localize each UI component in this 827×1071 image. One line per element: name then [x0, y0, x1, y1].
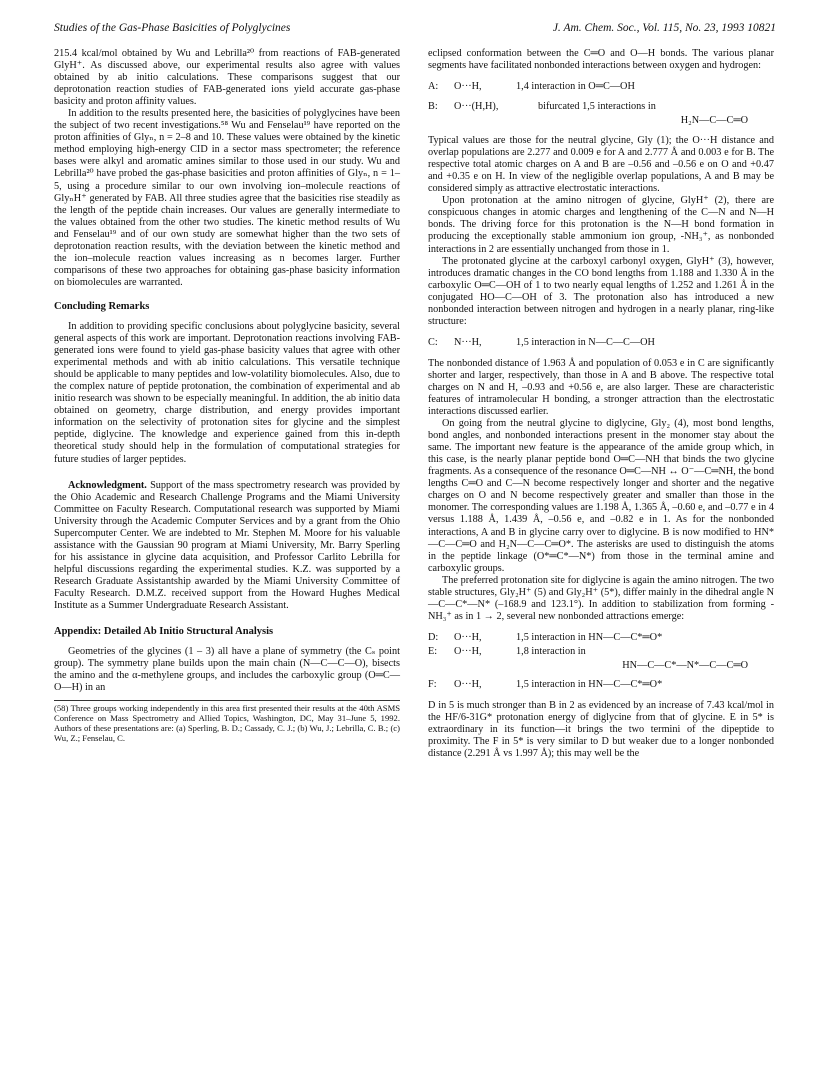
paragraph: The preferred protonation site for diglycine is again the amino nitrogen. The two stable structures, Gly₂H⁺ (5) and Gly₂H⁺ (5*), differ mainly in the dihedral angle N—C—C*—N* (–168.9 and 123.1°). In addition to stabilization from forming -NH₃⁺ as in 1 → 2, several new nonbonded attractions emerge:: [428, 574, 774, 622]
interaction-atoms: O···H,: [454, 81, 482, 93]
header-title: Studies of the Gas-Phase Basicities of Polyglycines: [54, 22, 291, 34]
running-header: [54, 22, 776, 38]
paragraph: In addition to providing specific conclusions about polyglycine basicity, several general aspects of this work are important. Deprotonation reactions involving FAB-generated ions were found to yield gas-phase basicity values that agree with other experimental methods and with ab initio calculations. This versatile technique should be applicable to many peptides and low-volatility biomolecules. Also, due to the complex nature of peptide protonation, the combination of experimental and ab initio research was shown to be especially meaningful. In addition, the ab initio data obtained on geometry, charge distribution, and energy provides important information on the selectivity of protonation sites for glycine and the simplest peptide, diglycine. The knowledge and experience gained from this in-depth theoretical study should help in the formulation of computational strategies for future studies of larger peptides.: [54, 320, 400, 465]
interaction-tag: E:: [428, 645, 438, 657]
interaction-desc: 1,5 interaction in HN—C—C*═O*: [516, 678, 663, 690]
interaction-tag: D:: [428, 631, 439, 643]
interaction-desc: bifurcated 1,5 interactions in: [538, 101, 656, 113]
paragraph: eclipsed conformation between the C═O and O—H bonds. The various planar segments have facilitated nonbonded interactions between oxygen and hydrogen:: [428, 48, 774, 72]
acknowledgment-text: Support of the mass spectrometry research was provided by the Ohio Academic and Research Challenge Programs and the Miami University Committee on Faculty Research. Computational research was supported by Miami University through the Academic Computer Services and by a grant from the Ohio Supercomputer Center. We are indebted to Mr. Stephen M. Moore for his valuable assistance with the Gaussian 90 program at Miami University, Mr. Barry Sperling for his assistance in glycine data acquisition, and Professor Carlito Lebrilla for helpful discussions regarding the experimental studies. K.Z. was supported by a Research Graduate Assistantship awarded by the Miami University Committee of Faculty Research. D.M.Z. received support from the Howard Hughes Medical Institute as a Summer Undergraduate Research Assistant.: [54, 479, 400, 612]
interaction-list: [428, 336, 774, 350]
interaction-desc: 1,5 interaction in HN—C—C*═O*: [516, 631, 663, 643]
interaction-item: [428, 336, 774, 350]
interaction-item: [428, 100, 774, 114]
paragraph: Typical values are those for the neutral glycine, Gly (1); the O···H distance and overlap populations are 2.277 and 0.009 e for A and 2.777 Å and 0.003 e for B. The respective total atomic charges on A and B are –0.56 and –0.56 e on O and +0.47 and +0.35 e on H. In view of the negligible overlap populations, A and B may be considered simply as attractive electrostatic interactions.: [428, 135, 774, 195]
interaction-tag: F:: [428, 678, 437, 690]
acknowledgment-paragraph: [54, 480, 400, 613]
interaction-list: [428, 631, 774, 692]
interaction-tag: B:: [428, 101, 438, 113]
paragraph: D in 5 is much stronger than B in 2 as evidenced by an increase of 7.43 kcal/mol in the HF/6-31G* protonation energy of diglycine from that of glycine. E in 5* is extraordinary in its function—it brings the two termini of the dipeptide to proximity. The F in 5* is very similar to D but weaker due to a longer nonbonded distance (2.291 Å vs 1.997 Å); this may well be the: [428, 699, 774, 760]
interaction-atoms: O···H,: [454, 631, 482, 643]
interaction-item: [428, 80, 774, 94]
interaction-atoms: O···H,: [454, 678, 482, 690]
interaction-desc: 1,4 interaction in O═C—OH: [516, 81, 635, 93]
paragraph: The nonbonded distance of 1.963 Å and population of 0.053 e in C are significantly shorter and larger, respectively, than those in A and B above. The respective total charges on N and H, –0.93 and +0.56 e, are also larger. These are characteristic features of intramolecular H bonding, a stronger attraction than the electrostatic interactions discussed earlier.: [428, 357, 774, 418]
interaction-desc: 1,8 interaction in: [516, 645, 586, 657]
paragraph: The protonated glycine at the carboxyl carbonyl oxygen, GlyH⁺ (3), however, introduces dramatic changes in the CO bond lengths from 1.188 and 1.330 Å in the carboxylic O═C—OH of 1 to two nearly equal lengths of 1.252 and 1.261 Å in the conjugated HO—C—OH of 3. The protonation also has introduced a new nonbonded interaction between nitrogen and hydrogen in a nearly planar, ring-like structure:: [428, 255, 774, 327]
interaction-atoms: O···H,: [454, 645, 482, 657]
interaction-tag: A:: [428, 81, 439, 93]
paragraph: Upon protonation at the amino nitrogen of glycine, GlyH⁺ (2), there are conspicuous changes in atomic charges and lengthening of the C—N and N—H bonds. The driving force for this protonation is the N—H bond formation in producing the exceptionally stable ammonium ion group, -NH₃⁺, as nonbonded interactions in 2 are essentially unchanged from those in 1.: [428, 195, 774, 255]
interaction-item: [428, 678, 774, 692]
interaction-tag: C:: [428, 336, 438, 348]
paragraph: Geometries of the glycines (1 – 3) all have a plane of symmetry (the Cₛ point group). The symmetry plane builds upon the main chain (N—C—C—O), bisects the amino and the α-methylene groups, and includes the carboxylic group (O═C—O—H) in an: [54, 646, 400, 694]
interaction-formula: HN—C—C*—N*—C—C═O: [622, 659, 748, 671]
left-column: [54, 48, 400, 743]
section-heading-appendix: Appendix: Detailed Ab Initio Structural Analysis: [54, 626, 274, 638]
interaction-item: [428, 645, 774, 659]
section-heading-concluding: Concluding Remarks: [54, 300, 150, 312]
interaction-item: [428, 631, 774, 645]
paragraph: On going from the neutral glycine to diglycine, Gly₂ (4), most bond lengths, bond angles, and nonbonded interactions present in the monomer stay about the same. The important new feature is the appearance of the amide group which, in this case, is the nearly planar peptide bond O═C—NH that binds the two glycine fragments. As a consequence of the resonance O═C—NH ↔ O⁻—C═NH, the bond lengths C═O and C—N become respectively longer and shorter and the negative charges on O and N become respectively greater and smaller than those in the monomer. The corresponding values are 1.198 Å, 1.365 Å, –0.60 e, and –0.77 e in 4 versus 1.188 Å, 1.439 Å, –0.56 e, and –0.82 e in 1. As for the nonbonded interactions, A and B in glycine carry over to diglycine. B is now modified to HN*—C—C═O and H₂N—C—C═O*. The asterisks are used to distinguish the atoms in the peptide linkage (O*═C*—N*) from those in the terminal amine and carboxylic groups.: [428, 418, 774, 574]
interaction-desc: 1,5 interaction in N—C—C—OH: [516, 336, 655, 348]
interaction-atoms: N···H,: [454, 336, 482, 348]
acknowledgment-label: Acknowledgment.: [68, 479, 147, 491]
footnote: (58) Three groups working independently in this area first presented their results at the 40th ASMS Conference on Mass Spectrometry and Allied Topics, Washington, DC, May 31–June 5, 1992. Authors of these presentations are: (a) Sperling, B. D.; Cassady, C. J.; (b) Wu, J.; Lebrilla, C. B.; (c) Wu, Z.; Fenselau, C.: [54, 700, 400, 743]
paragraph: In addition to the results presented here, the basicities of polyglycines have been the subject of two recent investigations.⁵⁸ Wu and Fenselau¹⁹ have reported on the proton affinities of Glyₙ, n = 2–8 and 10. These values were obtained by the kinetic method employing high-energy CID in a sector mass spectrometer; the reference bases were alkyl and aromatic amines similar to those used in our study. Wu and Lebrilla²⁰ have probed the gas-phase basicities and proton affinities of Glyₙ, n = 1–5, using a procedure similar to our own involving ion–molecule reactions of GlyₙH⁺ generated by FAB. All three studies agree that the basicities rise steadily as the length of the peptide chain increases. Our values are generally intermediate to the values obtained from the other two studies. The kinetic method results of Wu and Fenselau¹⁹ and of our own study are somewhat higher than the two sets of deprotonation reaction results, with the deviation between the kinetic method and the ion–molecule reaction values increasing as n becomes larger. Further comparisons of these two approaches for obtaining gas-phase basicity information on biomolecules are warranted.: [54, 108, 400, 288]
interaction-list: [428, 80, 774, 127]
interaction-formula: H₂N—C—C═O: [680, 115, 748, 127]
interaction-atoms: O···(H,H),: [454, 101, 499, 113]
paragraph: 215.4 kcal/mol obtained by Wu and Lebrilla²⁰ from reactions of FAB-generated GlyH⁺. As discussed above, our experimental results also agree with values obtained by ab initio calculations. These comparisons suggest that our deprotonation reaction studies of FAB-generated ions yield accurate gas-phase basicity and proton affinity values.: [54, 48, 400, 108]
header-citation: J. Am. Chem. Soc., Vol. 115, No. 23, 1993 10821: [552, 22, 776, 34]
right-column: [428, 48, 774, 760]
